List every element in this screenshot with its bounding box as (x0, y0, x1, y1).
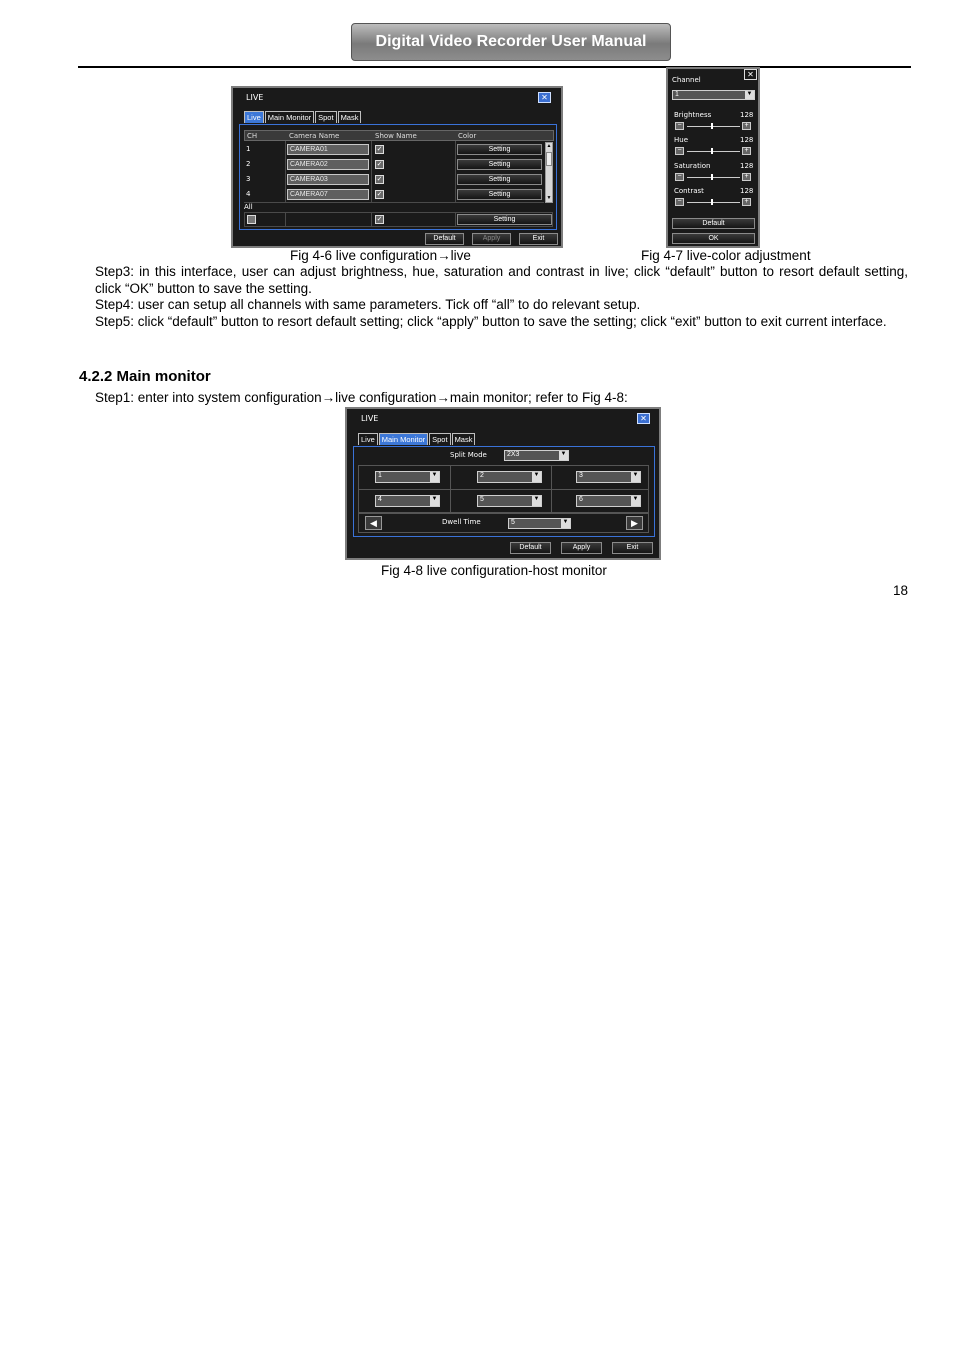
chevron-down-icon: ▼ (746, 91, 753, 97)
col-camera-name: Camera Name (289, 132, 340, 140)
channel-cell-select[interactable] (375, 495, 440, 507)
col-color: Color (458, 132, 477, 140)
cell-value: 5 (480, 496, 484, 503)
show-name-checkbox[interactable]: ✓ (376, 161, 383, 168)
fig-4-7-caption: Fig 4-7 live-color adjustment (641, 248, 811, 263)
scroll-down-icon[interactable]: ▼ (546, 195, 552, 201)
hue-value: 128 (740, 136, 754, 144)
grid-line (371, 212, 372, 227)
apply-button[interactable]: Apply (472, 233, 511, 245)
tab-mask[interactable]: Mask (338, 111, 362, 123)
all-show-name-checkbox[interactable]: ✓ (376, 216, 383, 223)
slider-thumb[interactable] (711, 174, 713, 180)
saturation-slider[interactable] (675, 173, 752, 181)
camera-name-field[interactable]: CAMERA02 (287, 159, 369, 170)
channel-cell-select[interactable] (576, 471, 641, 483)
brightness-slider[interactable] (675, 122, 752, 130)
color-setting-button[interactable]: Setting (457, 174, 542, 185)
all-color-setting-button[interactable]: Setting (457, 214, 552, 225)
hue-label: Hue (674, 136, 689, 144)
slider-thumb[interactable] (711, 123, 713, 129)
split-mode-label: Split Mode (450, 451, 487, 459)
fig-4-6-caption: Fig 4-6 live configuration→live (290, 248, 471, 263)
default-button[interactable]: Default (425, 233, 464, 245)
camera-name-field[interactable]: CAMERA03 (287, 174, 369, 185)
chevron-down-icon: ▼ (430, 496, 439, 506)
show-name-checkbox[interactable]: ✓ (376, 146, 383, 153)
brightness-value: 128 (740, 111, 754, 119)
apply-button[interactable]: Apply (561, 542, 602, 554)
slider-track (687, 202, 740, 203)
minus-icon[interactable]: − (675, 173, 684, 181)
ok-button[interactable]: OK (672, 233, 755, 244)
grid-line (455, 141, 456, 203)
channel-label: Channel (672, 76, 701, 84)
channel-cell-select[interactable] (477, 495, 542, 507)
grid-line (455, 212, 456, 227)
tab-bar (358, 433, 476, 445)
cell-value: 3 (579, 472, 583, 479)
col-show-name: Show Name (375, 132, 417, 140)
slider-track (687, 151, 740, 152)
step3-text: Step3: in this interface, user can adjust brightness, hue, saturation and contrast in live; click “default” button to resort default setting, click “OK” button to save the setting. (95, 264, 908, 296)
tab-live[interactable]: Live (358, 433, 378, 445)
prev-page-button[interactable]: ◀ (365, 516, 382, 530)
saturation-label: Saturation (674, 162, 711, 170)
chevron-down-icon: ▼ (559, 451, 568, 460)
cell-value: 6 (579, 496, 583, 503)
grid-line (551, 465, 552, 513)
close-icon[interactable]: ✕ (538, 92, 551, 103)
default-button[interactable]: Default (510, 542, 551, 554)
tab-main-monitor[interactable]: Main Monitor (379, 433, 428, 445)
dwell-row (358, 513, 649, 533)
slider-track (687, 177, 740, 178)
minus-icon[interactable]: − (675, 198, 684, 206)
contrast-slider[interactable] (675, 198, 752, 206)
dialog-title: LIVE (246, 93, 264, 102)
tab-live[interactable]: Live (244, 111, 264, 123)
show-name-checkbox[interactable]: ✓ (376, 176, 383, 183)
tab-spot[interactable]: Spot (315, 111, 336, 123)
slider-thumb[interactable] (711, 148, 713, 154)
hue-slider[interactable] (675, 147, 752, 155)
slider-track (687, 126, 740, 127)
plus-icon[interactable]: + (742, 147, 751, 155)
exit-button[interactable]: Exit (612, 542, 653, 554)
col-ch: CH (247, 132, 258, 140)
dwell-time-select[interactable] (508, 518, 571, 529)
grid-line (285, 212, 286, 227)
plus-icon[interactable]: + (742, 198, 751, 206)
dwell-time-label: Dwell Time (442, 518, 481, 526)
table-header (244, 130, 554, 141)
color-setting-button[interactable]: Setting (457, 144, 542, 155)
step4-text: Step4: user can setup all channels with same parameters. Tick off “all” to do relevant setup. (95, 297, 641, 312)
grid-line (244, 202, 544, 203)
grid-line (371, 141, 372, 203)
color-setting-button[interactable]: Setting (457, 159, 542, 170)
step5-text: Step5: click “default” button to resort default setting; click “apply” button to save the setting; click “exit” button to exit current interface. (95, 314, 887, 329)
grid-line (450, 465, 451, 513)
camera-name-field[interactable]: CAMERA07 (287, 189, 369, 200)
row-ch: 1 (246, 145, 251, 153)
cell-value: 2 (480, 472, 484, 479)
tab-main-monitor[interactable]: Main Monitor (265, 111, 314, 123)
all-enable-checkbox[interactable] (247, 215, 256, 224)
row-ch: 2 (246, 160, 251, 168)
manual-title-badge: Digital Video Recorder User Manual (351, 23, 671, 61)
exit-button[interactable]: Exit (519, 233, 558, 245)
color-setting-button[interactable]: Setting (457, 189, 542, 200)
brightness-label: Brightness (674, 111, 712, 119)
camera-name-field[interactable]: CAMERA01 (287, 144, 369, 155)
tab-spot[interactable]: Spot (429, 433, 450, 445)
page-number: 18 (892, 583, 908, 598)
channel-value: 1 (675, 91, 679, 98)
cell-value: 4 (378, 496, 382, 503)
minus-icon[interactable]: − (675, 122, 684, 130)
close-icon[interactable]: ✕ (744, 69, 757, 80)
tab-bar (244, 111, 362, 123)
row-ch: 4 (246, 190, 251, 198)
scroll-up-icon[interactable]: ▲ (546, 143, 552, 149)
dialog-title: LIVE (361, 414, 379, 423)
default-button[interactable]: Default (672, 218, 755, 229)
header-rule (78, 66, 911, 68)
channel-select[interactable] (672, 90, 755, 100)
contrast-label: Contrast (674, 187, 704, 195)
chevron-down-icon: ▼ (561, 519, 570, 528)
scroll-thumb[interactable] (546, 152, 552, 166)
chevron-down-icon: ▼ (532, 472, 541, 482)
channel-cell-select[interactable] (477, 471, 542, 483)
channel-cell-select[interactable] (375, 471, 440, 483)
plus-icon[interactable]: + (742, 173, 751, 181)
plus-icon[interactable]: + (742, 122, 751, 130)
chevron-down-icon: ▼ (631, 496, 640, 506)
show-name-checkbox[interactable]: ✓ (376, 191, 383, 198)
cell-value: 1 (378, 472, 382, 479)
tab-mask[interactable]: Mask (452, 433, 476, 445)
row-ch: 3 (246, 175, 251, 183)
channel-cell-select[interactable] (576, 495, 641, 507)
all-label: All (244, 203, 253, 211)
chevron-down-icon: ▼ (532, 496, 541, 506)
table-scrollbar[interactable] (545, 142, 553, 203)
fig-4-8-caption: Fig 4-8 live configuration-host monitor (381, 563, 607, 578)
minus-icon[interactable]: − (675, 147, 684, 155)
slider-thumb[interactable] (711, 199, 713, 205)
close-icon[interactable]: ✕ (637, 413, 650, 424)
contrast-value: 128 (740, 187, 754, 195)
chevron-down-icon: ▼ (430, 472, 439, 482)
split-mode-value: 2X3 (507, 451, 520, 458)
section-heading: 4.2.2 Main monitor (79, 368, 211, 385)
dwell-time-value: 5 (511, 519, 515, 526)
chevron-down-icon: ▼ (631, 472, 640, 482)
grid-line (285, 141, 286, 203)
section-step1-text: Step1: enter into system configuration→live configuration→main monitor; refer to Fig 4-8: (95, 390, 628, 405)
grid-line (358, 489, 649, 490)
split-mode-select[interactable] (504, 450, 569, 461)
saturation-value: 128 (740, 162, 754, 170)
next-page-button[interactable]: ▶ (626, 516, 643, 530)
